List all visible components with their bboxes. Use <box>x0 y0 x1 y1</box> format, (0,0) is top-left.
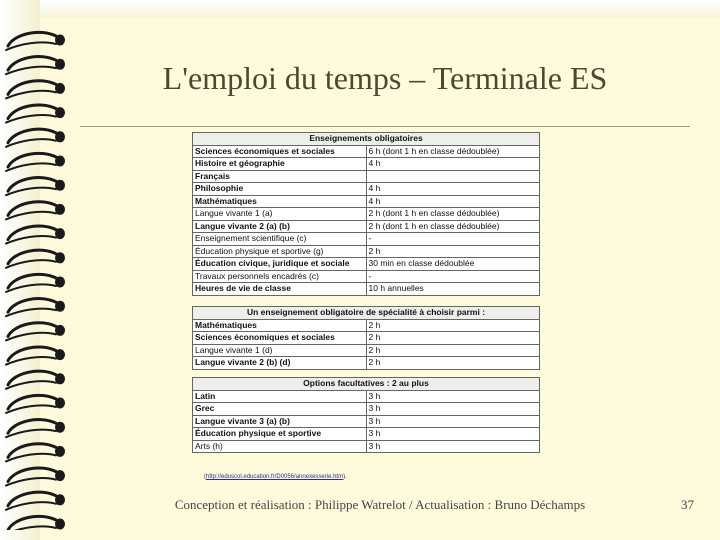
subject-cell: Latin <box>193 390 367 403</box>
source-reference: (http://eduscol.education.fr/D0056/annexesserie.htm). <box>204 474 347 480</box>
table-row <box>193 344 540 357</box>
table-row <box>193 270 540 283</box>
subject-cell: Histoire et géographie <box>193 158 367 171</box>
footer-credits: Conception et réalisation : Philippe Watrelot / Actualisation : Bruno Déchamps <box>174 497 586 512</box>
table-compulsory <box>192 132 540 296</box>
spiral-ring <box>6 444 65 462</box>
subject-cell: Sciences économiques et sociales <box>193 332 367 345</box>
spiral-ring <box>6 32 65 50</box>
table-row <box>193 245 540 258</box>
table-row <box>193 319 540 332</box>
hours-cell: 4 h <box>366 183 540 196</box>
table-header-row <box>193 378 540 391</box>
spiral-ring <box>6 105 65 123</box>
hours-cell: 2 h <box>366 357 540 370</box>
subject-cell: Travaux personnels encadrés (c) <box>193 270 367 283</box>
source-suffix: ). <box>343 474 347 480</box>
spiral-ring <box>6 299 65 317</box>
hours-cell: - <box>366 233 540 246</box>
spiral-ring <box>6 371 65 389</box>
subject-cell: Langue vivante 3 (a) (b) <box>193 415 367 428</box>
subject-cell: Enseignement scientifique (c) <box>193 233 367 246</box>
subject-cell: Langue vivante 1 (a) <box>193 208 367 221</box>
hours-cell: 10 h annuelles <box>366 283 540 296</box>
hours-cell: 3 h <box>366 428 540 441</box>
hours-cell: - <box>366 270 540 283</box>
hours-cell: 3 h <box>366 403 540 416</box>
table-row <box>193 390 540 403</box>
table-row <box>193 195 540 208</box>
subject-cell: Heures de vie de classe <box>193 283 367 296</box>
spiral-ring <box>6 395 65 413</box>
subject-cell: Éducation civique, juridique et sociale <box>193 258 367 271</box>
page-shadow-top <box>40 0 720 18</box>
table-row <box>193 183 540 196</box>
table-row <box>193 283 540 296</box>
table-row <box>193 158 540 171</box>
subject-cell: Éducation physique et sportive (g) <box>193 245 367 258</box>
table-row <box>193 428 540 441</box>
hours-cell: 4 h <box>366 195 540 208</box>
table-row <box>193 208 540 221</box>
hours-cell: 2 h <box>366 344 540 357</box>
hours-cell: 3 h <box>366 440 540 453</box>
hours-cell: 3 h <box>366 415 540 428</box>
spiral-binding <box>0 20 80 530</box>
hours-cell: 30 min en classe dédoublée <box>366 258 540 271</box>
spiral-ring <box>6 57 65 75</box>
hours-cell: 2 h (dont 1 h en classe dédoublée) <box>366 220 540 233</box>
hours-cell: 3 h <box>366 390 540 403</box>
spiral-ring <box>6 226 65 244</box>
hours-cell: 2 h <box>366 332 540 345</box>
subject-cell: Sciences économiques et sociales <box>193 145 367 158</box>
table-row <box>193 170 540 183</box>
spiral-ring <box>6 81 65 99</box>
table-specialty <box>192 306 540 370</box>
spiral-ring <box>6 468 65 486</box>
source-link[interactable]: http://eduscol.education.fr/D0056/annexesserie.htm <box>206 474 344 480</box>
subject-cell: Mathématiques <box>193 319 367 332</box>
subject-cell: Mathématiques <box>193 195 367 208</box>
hours-cell: 6 h (dont 1 h en classe dédoublée) <box>366 145 540 158</box>
table-row <box>193 258 540 271</box>
spiral-ring <box>6 129 65 147</box>
spiral-ring <box>6 250 65 268</box>
spiral-ring <box>6 178 65 196</box>
table-row <box>193 415 540 428</box>
spiral-ring <box>6 153 65 171</box>
subject-cell: Philosophie <box>193 183 367 196</box>
hours-cell: 4 h <box>366 158 540 171</box>
subject-cell: Langue vivante 2 (a) (b) <box>193 220 367 233</box>
hours-cell: 2 h (dont 1 h en classe dédoublée) <box>366 208 540 221</box>
table-header: Enseignements obligatoires <box>193 133 540 146</box>
table-row <box>193 233 540 246</box>
subject-cell: Langue vivante 1 (d) <box>193 344 367 357</box>
title-divider <box>80 126 690 127</box>
slide-title: L'emploi du temps – Terminale ES <box>162 60 608 96</box>
hours-cell: 2 h <box>366 245 540 258</box>
table-row <box>193 357 540 370</box>
table-header-row <box>193 307 540 320</box>
subject-cell: Grec <box>193 403 367 416</box>
subject-cell: Français <box>193 170 367 183</box>
spiral-ring <box>6 274 65 292</box>
hours-cell <box>366 170 540 183</box>
table-row <box>193 440 540 453</box>
subject-cell: Arts (h) <box>193 440 367 453</box>
spiral-ring <box>6 323 65 341</box>
table-header: Options facultatives : 2 au plus <box>193 378 540 391</box>
spiral-ring <box>6 420 65 438</box>
table-row <box>193 332 540 345</box>
page-number: 37 <box>681 497 694 512</box>
table-header-row <box>193 133 540 146</box>
subject-cell: Langue vivante 2 (b) (d) <box>193 357 367 370</box>
table-options <box>192 377 540 453</box>
spiral-ring <box>6 202 65 220</box>
table-header: Un enseignement obligatoire de spécialité à choisir parmi : <box>193 307 540 320</box>
table-row <box>193 403 540 416</box>
subject-cell: Éducation physique et sportive <box>193 428 367 441</box>
spiral-ring <box>6 516 65 530</box>
spiral-ring <box>6 492 65 510</box>
spiral-ring <box>6 347 65 365</box>
hours-cell: 2 h <box>366 319 540 332</box>
table-row <box>193 145 540 158</box>
table-row <box>193 220 540 233</box>
